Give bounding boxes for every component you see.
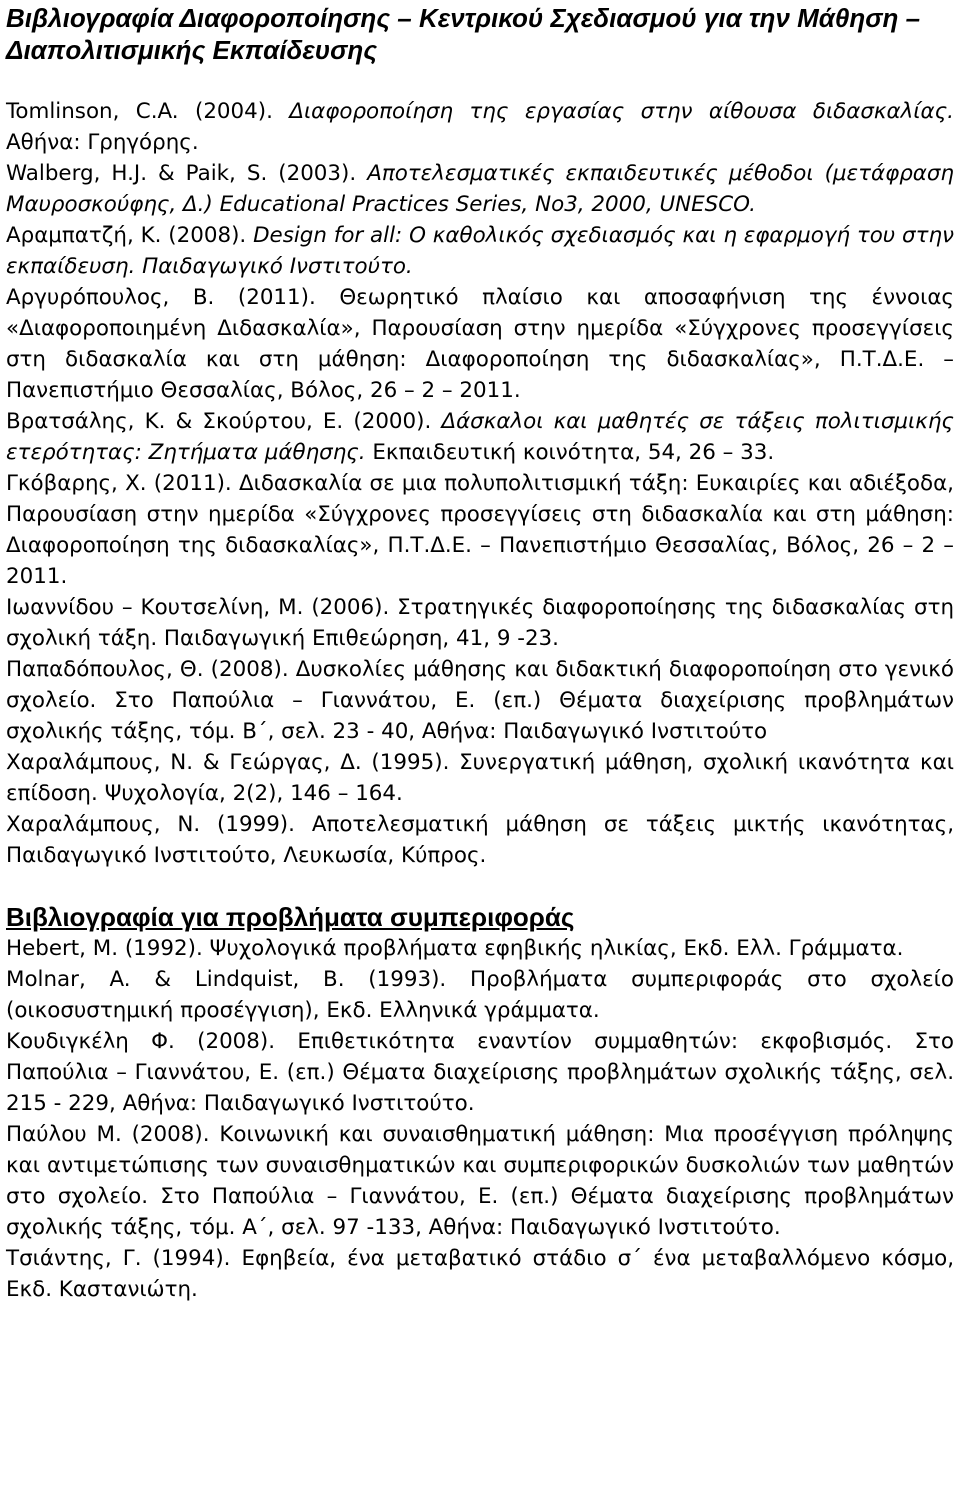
reference-entry — [6, 747, 954, 809]
reference-author: Χαραλάμπους, Ν. (1999). — [6, 812, 312, 837]
section2 — [6, 901, 954, 1305]
section2-title: Βιβλιογραφία για προβλήματα συμπεριφοράς — [6, 902, 575, 932]
reference-author: Χαραλάμπους, Ν. & Γεώργας, Δ. (1995). — [6, 750, 460, 775]
reference-author: Αργυρόπουλος, Β. (2011). — [6, 285, 340, 310]
reference-title: Δάσκαλοι και μαθητές σε τάξεις πολιτισμικής ετερότητας: Ζητήματα μάθησης. — [6, 409, 954, 465]
reference-title: Διαφοροποίηση της εργασίας στην αίθουσα διδασκαλίας. — [289, 99, 954, 124]
reference-details: Εκπαιδευτική κοινότητα, 54, 26 – 33. — [365, 440, 775, 465]
reference-entry — [6, 468, 954, 592]
reference-details: Αθήνα: Γρηγόρης. — [6, 130, 199, 155]
reference-entry: Hebert, M. (1992). Ψυχολογικά προβλήματα εφηβικής ηλικίας, Εκδ. Ελλ. Γράμματα. — [6, 936, 904, 961]
reference-details: Διδασκαλία σε μια πολυπολιτισμική τάξη: Ευκαιρίες και αδιέξοδα, Παρουσίαση στην ημερίδα «Σύγχρονες προσεγγίσεις στη διδασκαλία και στη μάθηση: Διαφοροποίηση της διδασκαλίας», Π.Τ.Δ.Ε. – Πανεπιστήμιο Θεσσαλίας, Βόλος, 26 – 2 – 2011. — [6, 471, 954, 589]
reference-entry — [6, 809, 954, 871]
reference-author: Tomlinson, C.A. (2004). — [6, 99, 290, 124]
reference-title: Design for all: Ο καθολικός σχεδιασμός και η εφαρμογή του στην εκπαίδευση. Παιδαγωγικό Ινστιτούτο. — [6, 223, 954, 279]
reference-entry: Παύλου Μ. (2008). Κοινωνική και συναισθηματική μάθηση: Μια προσέγγιση πρόληψης και αντιμετώπισης των συναισθηματικών και συμπεριφορικών δυσκολιών των μαθητών στο σχολείο. Στο Παπούλια – Γιαννάτου, Ε. (επ.) Θέματα διαχείρισης προβλημάτων σχολικής τάξης, τόμ. Α΄, σελ. 97 -133, Αθήνα: Παιδαγωγικό Ινστιτούτο. — [6, 1122, 954, 1240]
reference-entry — [6, 406, 954, 468]
reference-entry — [6, 654, 954, 747]
reference-entry: Τσιάντης, Γ. (1994). Εφηβεία, ένα μεταβατικό στάδιο σ΄ ένα μεταβαλλόμενο κόσμο, Εκδ. Καστανιώτη. — [6, 1246, 954, 1302]
reference-author: Παπαδόπουλος, Θ. (2008). — [6, 657, 296, 682]
reference-author: Αραμπατζή, Κ. (2008). — [6, 223, 254, 248]
reference-entry: Κουδιγκέλη Φ. (2008). Επιθετικότητα εναντίον συμμαθητών: εκφοβισμός. Στο Παπούλια – Γιαννάτου, Ε. (επ.) Θέματα διαχείρισης προβλημάτων σχολικής τάξης, σελ. 215 - 229, Αθήνα: Παιδαγωγικό Ινστιτούτο. — [6, 1029, 954, 1116]
section1-list — [6, 96, 954, 871]
reference-author: Ιωαννίδου – Κουτσελίνη, Μ. (2006). — [6, 595, 398, 620]
reference-entry — [6, 592, 954, 654]
reference-details: Συνεργατική μάθηση, σχολική ικανότητα και επίδοση. Ψυχολογία, 2(2), 146 – 164. — [6, 750, 954, 806]
reference-details: Δυσκολίες μάθησης και διδακτική διαφοροποίηση στο γενικό σχολείο. Στο Παπούλια – Γιαννάτου, Ε. (επ.) Θέματα διαχείρισης προβλημάτων σχολικής τάξης, τόμ. Β΄, σελ. 23 - 40, Αθήνα: Παιδαγωγικό Ινστιτούτο — [6, 657, 954, 744]
reference-entry — [6, 96, 954, 158]
reference-entry — [6, 282, 954, 406]
document-page — [0, 2, 960, 1507]
reference-author: Γκόβαρης, Χ. (2011). — [6, 471, 239, 496]
reference-author: Walberg, H.J. & Paik, S. (2003). — [6, 161, 368, 186]
section1-title: Βιβλιογραφία Διαφοροποίησης – Κεντρικού Σχεδιασμού για την Μάθηση – Διαπολιτισμικής Εκπαίδευσης — [6, 3, 921, 65]
reference-details: Αποτελεσματική μάθηση σε τάξεις μικτής ικανότητας, Παιδαγωγικό Ινστιτούτο, Λευκωσία, Κύπρος. — [6, 812, 954, 868]
reference-author: Βρατσάλης, Κ. & Σκούρτου, Ε. (2000). — [6, 409, 442, 434]
reference-entry — [6, 220, 954, 282]
reference-entry — [6, 158, 954, 220]
reference-details: Στρατηγικές διαφοροποίησης της διδασκαλίας στη σχολική τάξη. Παιδαγωγική Επιθεώρηση, 41, 9 -23. — [6, 595, 954, 651]
reference-entry: Molnar, A. & Lindquist, B. (1993). Προβλήματα συμπεριφοράς στο σχολείο (οικοσυστημική προσέγγιση), Εκδ. Ελληνικά γράμματα. — [6, 967, 954, 1023]
reference-title: Θεωρητικό πλαίσιο και αποσαφήνιση της έννοιας «Διαφοροποιημένη Διδασκαλία», Παρουσίαση στην ημερίδα «Σύγχρονες προσεγγίσεις στη διδασκαλία και στη μάθηση: Διαφοροποίηση της διδασκαλίας», Π.Τ.Δ.Ε. – Πανεπιστήμιο Θεσσαλίας, Βόλος, 26 – 2 – 2011. — [6, 285, 954, 403]
reference-title: Αποτελεσματικές εκπαιδευτικές μέθοδοι (μετάφραση Μαυροσκούφης, Δ.) Educational Practices Series, No3, 2000, UNESCO. — [6, 161, 954, 217]
